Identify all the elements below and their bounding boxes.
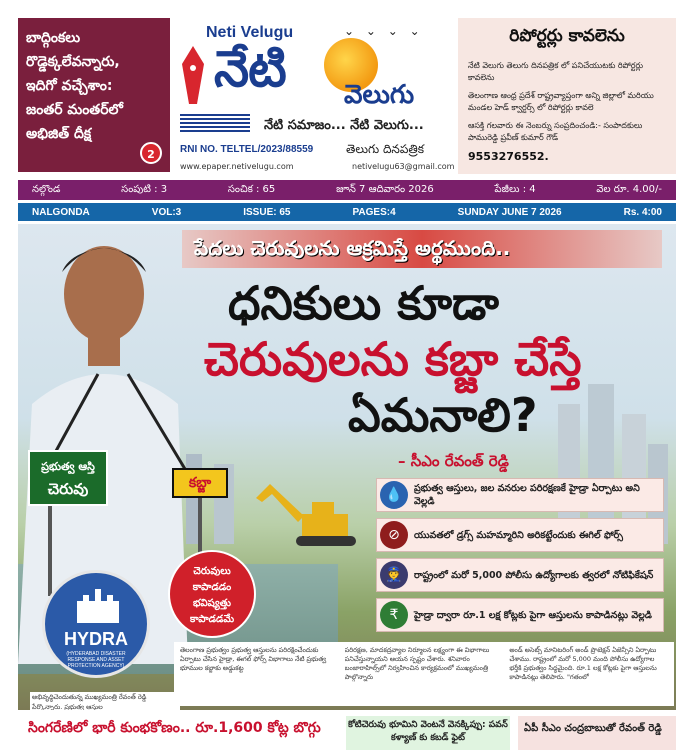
- issue: ISSUE: 65: [243, 206, 291, 218]
- volume: VOL:3: [151, 206, 182, 218]
- lead-story[interactable]: [18, 224, 676, 710]
- birds-icon: ⌄ ⌄ ⌄ ⌄: [344, 24, 424, 38]
- hydra-subtitle: (HYDERABAD DISASTER RESPONSE AND ASSET PROTECTION AGENCY): [66, 651, 126, 669]
- key-point-text: రాష్ట్రంలో మరో 5,000 పోలీసు ఉద్యోగాలకు త్వరలో నోటిఫికేషన్: [414, 569, 654, 581]
- encroachment-sign: కబ్జా: [172, 468, 228, 498]
- teaser-line: ఇదిగో వచ్చేశాం:: [26, 78, 113, 94]
- teaser-line: రొడ్డెక్కలేవన్నారు,: [26, 54, 120, 70]
- ad-phone[interactable]: 9553276552.: [468, 150, 549, 163]
- government-property-sign: [28, 450, 108, 506]
- volume: సంపుటి : 3: [121, 184, 168, 195]
- reporters-wanted-ad: [458, 18, 676, 174]
- slogan-line: కాపాడడం: [192, 582, 232, 593]
- slogan-line: భవిష్యత్తు: [193, 598, 231, 609]
- place: నల్గొండ: [32, 184, 61, 195]
- water-drop-icon: 💧: [380, 481, 408, 509]
- logo-telugu-small: వెలుగు: [344, 80, 415, 110]
- fort-icon: [75, 587, 121, 623]
- teaser-line: జంతర్ మంతర్‌లో: [26, 102, 123, 118]
- masthead: [0, 0, 694, 178]
- headline-teaser[interactable]: కోటిచెరువు భూమిని వెంటనే వెనక్కిప్పు: పవన్ కళ్యాణ్ కు కబడ్ ఫైట్: [346, 716, 510, 750]
- headline-line-1: ధనికులు కూడా: [228, 276, 499, 330]
- key-point: [376, 478, 664, 512]
- ad-paragraph: నేటి వెలుగు తెలుగు దినపత్రిక లో పనిచేయుటకు రిపోర్టర్లు కావలెను: [468, 61, 644, 82]
- kicker-headline: పేదలు చెరువులను ఆక్రమిస్తే అర్థముంది..: [194, 236, 511, 260]
- teaser-line: బాద్గింకలు: [26, 30, 81, 46]
- save-lakes-slogan-sign: [168, 550, 256, 638]
- key-points: [376, 478, 664, 638]
- logo-english: Neti Velugu: [206, 24, 294, 41]
- issue-bar-telugu: [18, 180, 676, 200]
- key-point: [376, 558, 664, 592]
- story-column: పరిరక్షణ, మాదకద్రవ్యాల నిర్మూలన లక్ష్యంగా ఈ విభాగాలు పనిచేస్తున్నాయని ఆయన స్పష్టం చేశారు. శనివారం బంజారాహిల్స్‌లో నిర్వహించిన కార్యక్రమంలో ముఖ్యమంత్రి పాల్గొన్నారు: [344, 646, 490, 681]
- slogan-line: చెరువులు: [193, 566, 231, 577]
- key-point-text: ప్రభుత్వ ఆస్తులు, జల వనరుల పరిరక్షణకే హైడ్రా ఏర్పాటు అని వెల్లడి: [414, 483, 640, 507]
- hydra-name: HYDRA: [63, 629, 128, 649]
- police-cap-icon: 👮: [380, 561, 408, 589]
- ad-paragraph: తెలంగాణ ఆంధ్ర ప్రదేశ్ రాష్ట్రవ్యాప్తంగా అన్ని జిల్లాలో మరియు మండల హెడ్ క్వార్టర్స్ లో రిపోర్టర్లు కావలె: [468, 91, 654, 112]
- slogan: నేటి సమాజం... నేటి వెలుగు...: [264, 118, 424, 133]
- rupee-bag-icon: ₹: [380, 601, 408, 629]
- issue-bar-english: [18, 203, 676, 221]
- key-point-text: యువతలో డ్రగ్స్ మహమ్మారిని అరికట్టేందుకు ఈగిల్ ఫోర్స్: [414, 529, 623, 541]
- excavator-icon: [242, 474, 382, 554]
- sign-bottom-text: చెరువు: [47, 480, 89, 498]
- pages: పేజీలు : 4: [494, 184, 536, 195]
- story-body: [174, 642, 674, 706]
- headline-teaser[interactable]: ఏపీ సీఎం చంద్రబాబుతో రేవంత్ రెడ్డి: [518, 716, 676, 750]
- price: వెల రూ. 4.00/-: [596, 184, 662, 195]
- teaser-line: అభిజిత్ దీక్ష: [26, 126, 92, 142]
- issue: సంచిక : 65: [227, 184, 276, 195]
- headline-line-3: ఏమనాలి?: [348, 388, 538, 442]
- byline: – సీఎం రేవంత్ రెడ్డి: [398, 452, 509, 470]
- pen-nib-icon: [180, 44, 206, 108]
- ad-paragraph: ఆసక్తి గలవారు ఈ నెంబర్ను సంప్రదించండి:- సంపాదకులు పామురెడ్డి ప్రవీణ్ కుమార్ గౌడ్: [468, 121, 643, 142]
- place: NALGONDA: [32, 206, 90, 218]
- slogan-line: కాపాడడమే: [189, 614, 235, 625]
- left-teaser-box[interactable]: [18, 18, 170, 172]
- headline-line-2: చెరువులను కబ్జా చేస్తే: [204, 332, 582, 386]
- teaser-page-badge: 2: [140, 142, 162, 164]
- ad-title: రిపోర్టర్లు కావలెను: [509, 26, 625, 46]
- sign-post: [48, 506, 52, 596]
- daily-label: తెలుగు దినపత్రిక: [346, 142, 425, 156]
- sign-top-text: ప్రభుత్వ ఆస్తి: [41, 460, 95, 473]
- headline-teaser[interactable]: సింగరేణిలో భారీ కుంభకోణం.. రూ.1,600 కోట్ల బొగ్గు: [18, 720, 338, 750]
- key-point: [376, 518, 664, 552]
- key-point: [376, 598, 664, 632]
- logo-telugu-big: నేటి: [214, 40, 286, 98]
- email-link[interactable]: netivelugu63@gmail.com: [352, 162, 455, 171]
- epaper-link[interactable]: www.epaper.netivelugu.com: [180, 162, 294, 171]
- story-lead-paragraph: అభివృద్ధిచెందుతున్న ముఖ్యమంత్రి రేవంత్ రెడ్డి పేర్కొన్నారు. ప్రభుత్వ ఆస్తుల: [30, 692, 180, 710]
- pages: PAGES:4: [352, 206, 396, 218]
- story-column: తెలంగాణ ప్రభుత్వం ప్రభుత్వ ఆస్తులను పరిరక్షించేందుకు ఏర్పాటు చేసిన హైడ్రా, ఈగల్ ఫోర్స్ విభాగాలు నేటి ప్రభుత్వ భూముల కబ్జాకు అడ్డుకట్ట: [180, 646, 327, 672]
- no-drugs-icon: ⊘: [380, 521, 408, 549]
- hydra-logo: [42, 570, 150, 678]
- story-column: అండ్ అసెట్స్ మానిటరింగ్ అండ్ ప్రొటెక్షన్ ఏజెన్సీని ఏర్పాటు చేశాము. రాష్ట్రంలో మరో 5,000 మంది పోలీసు ఉద్యోగాల భర్తీకి ప్రభుత్వం సిద్ధమైంది. రూ.1 లక్ష కోట్లకు పైగా ఆస్తులను కాపాడినట్లు తెలిపారు. "గతంలో: [509, 646, 657, 681]
- price: Rs. 4:00: [623, 206, 662, 218]
- bottom-headlines: [18, 716, 676, 750]
- key-point-text: హైడ్రా ద్వారా రూ.1 లక్ష కోట్లకు పైగా ఆస్తులను కాపాడినట్లు వెల్లడి: [414, 609, 652, 621]
- date: SUNDAY JUNE 7 2026: [457, 206, 562, 218]
- date: జూన్ 7 ఆదివారం 2026: [336, 184, 434, 195]
- newspaper-logo[interactable]: [176, 18, 455, 174]
- logo-stripes: [180, 114, 250, 132]
- rni-number: RNI NO. TELTEL/2023/88559: [180, 144, 314, 155]
